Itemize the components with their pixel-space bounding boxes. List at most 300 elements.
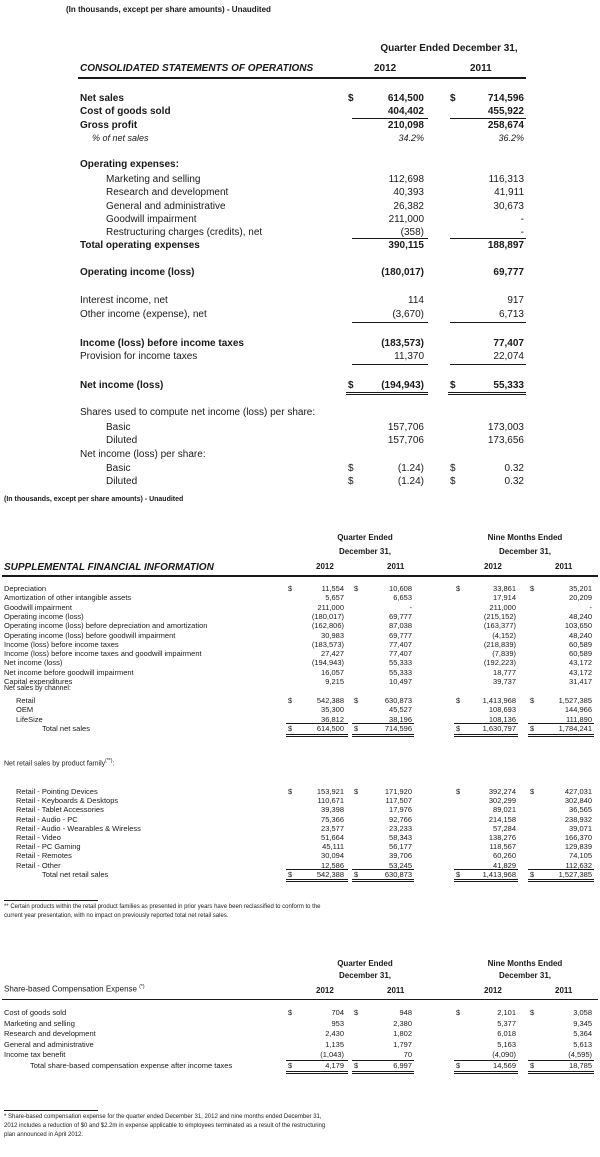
value-2011: 0.32 [504, 463, 524, 474]
value-nine-2012: 18,777 [493, 667, 516, 677]
value-nine-2011: 238,932 [564, 814, 592, 824]
currency-sign: $ [348, 380, 354, 391]
value-nine-2011: 39,071 [569, 823, 592, 833]
row-label: Total net sales [42, 724, 90, 734]
value-quarter-2011: 23,233 [389, 823, 412, 833]
value-nine-2012: 33,861 [493, 584, 516, 593]
value-nine-2011: 74,105 [569, 851, 592, 861]
value-2011: 116,313 [488, 174, 524, 185]
value-quarter-2012: 614,500 [316, 724, 344, 734]
value-nine-2012: 138,276 [488, 833, 516, 842]
subtotal-rule [352, 723, 414, 724]
value-quarter-2012: 12,586 [321, 860, 344, 870]
sbc-footnote-line-2: 2012 includes a reduction of $0 and $2.2m in expense applicable to employees terminated as a result of the restructuring [4, 1123, 326, 1129]
value-nine-2012: (163,377) [483, 621, 516, 631]
sbc-nine-months-header-2: December 31, [498, 971, 552, 980]
currency-sign: $ [456, 724, 461, 734]
currency-sign: $ [354, 724, 359, 734]
value-nine-2012: (7,839) [492, 649, 516, 659]
row-label: Retail - Other [16, 860, 61, 870]
value-quarter-2011: 69,777 [389, 630, 412, 640]
value-2011: 30,673 [493, 201, 524, 212]
value-quarter-2012: 30,094 [321, 851, 344, 861]
value-2012: 210,098 [387, 120, 424, 131]
value-nine-2012: 1,413,968 [482, 696, 516, 705]
sbc-quarter-header-2: December 31, [338, 971, 392, 980]
value-quarter-2011: 53,245 [389, 860, 412, 870]
row-label: LifeSize [16, 714, 43, 724]
subtotal-rule [352, 322, 428, 323]
value-quarter-2012: 9,215 [325, 677, 344, 686]
row-label: Retail - Tablet Accessories [16, 805, 104, 815]
value-2011: 41,911 [494, 187, 524, 198]
value-2011: 917 [507, 295, 524, 306]
total-rule [528, 879, 594, 882]
value-nine-2012: 5,377 [497, 1018, 516, 1028]
value-nine-2012: 5,163 [497, 1039, 516, 1049]
row-label: Cost of goods sold [4, 1008, 67, 1017]
row-label: Capital expenditures [4, 677, 73, 686]
value-2011: 22,074 [493, 351, 524, 362]
value-2011: 0.32 [504, 476, 524, 487]
row-label: Net income (loss) per share: [80, 449, 206, 460]
row-label: Retail - Video [16, 833, 61, 842]
sbc-col-n-2012: 2012 [484, 986, 502, 995]
value-nine-2011: 1,527,385 [558, 869, 592, 879]
currency-sign: $ [530, 1008, 535, 1017]
value-2012: (194,943) [381, 380, 424, 391]
row-label: General and administrative [106, 201, 226, 212]
currency-sign: $ [288, 584, 293, 593]
value-2011: 36.2% [498, 133, 524, 143]
sbc-footnote-rule [4, 1110, 98, 1111]
row-label: Operating expenses: [80, 159, 179, 170]
value-nine-2011: 5,613 [573, 1039, 592, 1049]
currency-sign: $ [288, 696, 293, 705]
value-nine-2011: 36,565 [569, 805, 592, 815]
value-2011: 69,777 [493, 267, 524, 278]
value-2011: 77,407 [493, 338, 524, 349]
currency-sign: $ [530, 584, 535, 593]
value-nine-2011: 5,364 [573, 1029, 592, 1039]
currency-sign: $ [450, 476, 456, 487]
currency-sign: $ [530, 787, 535, 796]
subtotal-rule [450, 364, 526, 365]
value-nine-2012: (218,839) [483, 639, 516, 649]
value-quarter-2011: 69,777 [389, 611, 412, 621]
row-label: Operating income (loss) before goodwill impairment [4, 630, 176, 640]
value-nine-2011: 48,240 [569, 611, 592, 621]
row-label: Cost of goods sold [80, 106, 171, 117]
row-label: Income (loss) before income taxes [80, 338, 244, 349]
value-2011: 173,656 [487, 435, 524, 446]
header-rule [78, 77, 526, 79]
value-2011: - [520, 227, 524, 238]
currency-sign: $ [456, 1061, 461, 1070]
value-2012: (180,017) [381, 267, 424, 278]
row-label: Depreciation [4, 584, 47, 593]
row-label: OEM [16, 705, 34, 715]
subtotal-rule [352, 869, 414, 870]
total-rule [352, 879, 414, 882]
value-nine-2012: 41,829 [493, 860, 516, 870]
value-nine-2012: 39,737 [493, 677, 516, 686]
currency-sign: $ [348, 93, 354, 104]
value-quarter-2012: 5,657 [325, 593, 344, 603]
value-quarter-2012: 2,430 [325, 1029, 344, 1039]
units-note: (In thousands, except per share amounts) - Unaudited [66, 5, 271, 14]
value-quarter-2012: 16,057 [321, 667, 344, 677]
row-label: Diluted [106, 476, 138, 487]
row-label: Operating income (loss) before depreciation and amortization [4, 621, 208, 631]
value-2012: 34.2% [398, 133, 424, 143]
subtotal-rule [352, 364, 428, 365]
row-label: Net income (loss) [4, 658, 63, 668]
value-quarter-2011: 2,380 [393, 1018, 412, 1028]
row-label: Research and development [4, 1029, 96, 1039]
sbc-header-rule [2, 999, 598, 1000]
value-2011: 173,003 [487, 422, 524, 433]
total-rule [528, 1071, 594, 1074]
value-2012: 26,382 [393, 201, 424, 212]
value-nine-2011: 9,345 [573, 1018, 592, 1028]
value-quarter-2011: 6,653 [393, 593, 412, 603]
value-quarter-2011: 117,507 [385, 796, 412, 806]
value-2011: 455,922 [487, 106, 524, 117]
subtotal-rule [352, 238, 428, 239]
value-nine-2011: (4,595) [568, 1050, 592, 1060]
value-quarter-2011: 10,497 [389, 677, 412, 686]
currency-sign: $ [288, 1008, 293, 1017]
value-quarter-2011: 58,343 [389, 833, 412, 842]
value-2012: 614,500 [387, 93, 424, 104]
subtotal-rule [352, 1060, 414, 1061]
row-label: Retail - Remotes [16, 851, 72, 861]
value-quarter-2011: 55,333 [389, 658, 412, 668]
value-nine-2012: 2,101 [497, 1008, 516, 1017]
value-quarter-2012: 51,664 [321, 833, 344, 842]
subtotal-rule [454, 869, 518, 870]
total-rule [454, 879, 518, 882]
value-nine-2012: 214,158 [488, 814, 516, 824]
value-nine-2011: 18,785 [569, 1061, 592, 1070]
value-quarter-2012: 153,921 [316, 787, 344, 796]
value-quarter-2012: 4,179 [325, 1061, 344, 1070]
row-label: Provision for income taxes [80, 351, 198, 362]
value-nine-2011: 103,650 [564, 621, 592, 631]
value-2012: 157,706 [387, 422, 424, 433]
subtotal-rule [528, 723, 594, 724]
value-nine-2011: 48,240 [569, 630, 592, 640]
row-label: Basic [106, 463, 131, 474]
value-nine-2012: 17,914 [493, 593, 516, 603]
value-nine-2012: (192,223) [483, 658, 516, 668]
sbc-nine-months-header-1: Nine Months Ended [487, 959, 563, 968]
row-label: Total operating expenses [80, 240, 200, 251]
value-nine-2011: 3,058 [573, 1008, 592, 1017]
value-2012: (358) [400, 227, 424, 238]
value-quarter-2011: 70 [403, 1050, 412, 1060]
value-nine-2011: 144,966 [564, 705, 592, 715]
value-quarter-2012: 35,300 [321, 705, 344, 715]
value-2011: 55,333 [493, 380, 524, 391]
value-quarter-2012: (162,806) [311, 621, 344, 631]
value-nine-2011: 60,589 [569, 649, 592, 659]
supplemental-header-rule [2, 575, 598, 577]
value-2012: (1.24) [397, 463, 424, 474]
value-nine-2011: 20,209 [569, 593, 592, 603]
currency-sign: $ [456, 869, 461, 879]
value-nine-2012: 211,000 [489, 602, 516, 612]
value-nine-2011: 427,031 [564, 787, 592, 796]
value-quarter-2011: 45,527 [389, 705, 412, 715]
row-label: % of net sales [92, 133, 149, 143]
value-quarter-2011: 10,608 [389, 584, 412, 593]
nine-months-header-1: Nine Months Ended [487, 533, 563, 542]
value-quarter-2012: 39,398 [321, 805, 344, 815]
value-quarter-2012: (1,043) [320, 1050, 344, 1060]
value-nine-2012: (4,152) [492, 630, 516, 640]
quarter-ended-header-1: Quarter Ended [337, 533, 393, 542]
footnote-rule [4, 900, 98, 901]
channel-title: Net sales by channel: [4, 685, 71, 692]
subtotal-rule [450, 322, 526, 323]
subtotal-rule [450, 238, 526, 239]
value-nine-2012: 6,018 [497, 1029, 516, 1039]
currency-sign: $ [288, 1061, 293, 1070]
currency-sign: $ [450, 380, 456, 391]
value-quarter-2011: 56,177 [389, 842, 412, 852]
value-2011: 6,713 [498, 309, 524, 320]
value-quarter-2012: 542,388 [316, 696, 344, 705]
value-2012: 40,393 [393, 187, 424, 198]
row-label: Interest income, net [80, 295, 168, 306]
sbc-footnote-line-3: plan announced in April 2012. [4, 1132, 84, 1138]
column-header-2012: 2012 [374, 63, 397, 74]
total-rule [454, 1071, 518, 1074]
value-nine-2011: 129,839 [564, 842, 592, 852]
value-quarter-2011: 55,333 [389, 667, 412, 677]
value-nine-2011: 43,172 [569, 658, 592, 668]
value-nine-2011: 43,172 [569, 667, 592, 677]
value-quarter-2012: 36,812 [321, 714, 344, 724]
family-footnote-mark: (**) [105, 758, 113, 764]
row-label: General and administrative [4, 1039, 94, 1049]
value-nine-2011: 112,632 [565, 860, 592, 870]
value-quarter-2012: 30,983 [321, 630, 344, 640]
row-label: Income (loss) before income taxes [4, 639, 119, 649]
sbc-quarter-header-1: Quarter Ended [337, 959, 393, 968]
value-nine-2011: 1,784,241 [558, 724, 592, 734]
value-2012: (3,670) [392, 309, 424, 320]
value-nine-2012: 60,260 [493, 851, 516, 861]
row-label: Total share-based compensation expense after income taxes [30, 1061, 233, 1070]
row-label: Retail - Pointing Devices [16, 787, 98, 796]
row-label: Operating income (loss) [4, 611, 84, 621]
value-2012: 112,698 [388, 174, 424, 185]
row-label: Goodwill impairment [106, 214, 197, 225]
row-label: Retail - Keyboards & Desktops [16, 796, 119, 806]
currency-sign: $ [288, 724, 293, 734]
quarter-ended-header: Quarter Ended December 31, [380, 43, 518, 54]
row-label: Amortization of other intangible assets [4, 593, 132, 603]
subtotal-rule [454, 1060, 518, 1061]
value-2012: 211,000 [388, 214, 424, 225]
subtotal-rule [528, 1060, 594, 1061]
value-quarter-2012: 27,427 [321, 649, 344, 659]
value-2011: 188,897 [487, 240, 524, 251]
currency-sign: $ [354, 696, 359, 705]
currency-sign: $ [354, 869, 359, 879]
value-quarter-2012: 75,366 [321, 814, 344, 824]
currency-sign: $ [530, 869, 535, 879]
row-label: Income tax benefit [4, 1050, 66, 1060]
row-label: Shares used to compute net income (loss) per share: [80, 407, 316, 418]
value-quarter-2011: 38,196 [389, 714, 412, 724]
col-n-2011: 2011 [555, 562, 573, 571]
total-rule [352, 734, 414, 737]
currency-sign: $ [456, 696, 461, 705]
value-nine-2012: 302,299 [488, 796, 516, 806]
total-rule [346, 392, 428, 395]
row-label: Income (loss) before income taxes and goodwill impairment [4, 649, 202, 659]
value-nine-2012: 1,630,797 [482, 724, 516, 734]
value-quarter-2011: 77,407 [389, 649, 412, 659]
value-quarter-2011: 39,706 [389, 851, 412, 861]
total-rule [286, 734, 348, 737]
value-2012: 157,706 [387, 435, 424, 446]
total-rule [454, 734, 518, 737]
currency-sign: $ [530, 1061, 535, 1070]
sbc-footnote-mark: (*) [139, 984, 145, 990]
value-quarter-2012: 704 [331, 1008, 344, 1017]
col-q-2011: 2011 [387, 562, 405, 571]
row-label: Operating income (loss) [80, 267, 195, 278]
value-quarter-2012: 542,388 [316, 869, 344, 879]
row-label: Gross profit [80, 120, 138, 131]
total-rule [286, 879, 348, 882]
subtotal-rule [286, 1060, 348, 1061]
value-2012: 114 [408, 295, 424, 306]
value-nine-2012: 14,569 [493, 1061, 516, 1070]
nine-months-header-2: December 31, [498, 547, 552, 556]
value-quarter-2011: 948 [399, 1008, 412, 1017]
row-label: Retail - Audio - PC [16, 814, 78, 824]
value-quarter-2012: 211,000 [317, 602, 344, 612]
value-quarter-2011: 17,976 [389, 805, 412, 815]
currency-sign: $ [288, 787, 293, 796]
value-nine-2011: 111,890 [566, 714, 592, 724]
subtotal-rule [286, 869, 348, 870]
family-title: Net retail sales by product family(**): [4, 758, 115, 768]
sbc-footnote-line-1: * Share-based compensation expense for the quarter ended December 31, 2012 and nine months ended December 31, [4, 1114, 322, 1120]
currency-sign: $ [450, 463, 456, 474]
currency-sign: $ [530, 696, 535, 705]
currency-sign: $ [348, 463, 354, 474]
row-label: Goodwill impairment [4, 602, 72, 612]
total-rule [448, 392, 526, 395]
currency-sign: $ [450, 93, 456, 104]
row-label: Retail [16, 696, 36, 705]
row-label: Net income (loss) [80, 380, 164, 391]
value-2012: 404,402 [387, 106, 424, 117]
units-note-supplemental: (In thousands, except per share amounts) - Unaudited [4, 496, 184, 503]
value-quarter-2011: 630,873 [384, 869, 412, 879]
value-quarter-2011: 171,920 [384, 787, 412, 796]
value-nine-2011: - [589, 602, 592, 612]
value-nine-2011: 302,840 [564, 796, 592, 806]
value-quarter-2011: 1,797 [393, 1039, 412, 1049]
row-label: Other income (expense), net [80, 309, 207, 320]
value-quarter-2011: - [409, 602, 412, 612]
total-rule [352, 1071, 414, 1074]
value-quarter-2011: 92,766 [389, 814, 412, 824]
row-label: Restructuring charges (credits), net [106, 227, 263, 238]
row-label: Retail - Audio - Wearables & Wireless [16, 823, 141, 833]
currency-sign: $ [456, 787, 461, 796]
value-quarter-2011: 630,873 [384, 696, 412, 705]
value-quarter-2012: 11,554 [321, 584, 344, 593]
value-quarter-2011: 1,802 [393, 1029, 412, 1039]
currency-sign: $ [354, 584, 359, 593]
col-q-2012: 2012 [316, 562, 334, 571]
col-n-2012: 2012 [484, 562, 502, 571]
value-nine-2011: 1,527,385 [558, 696, 592, 705]
value-nine-2011: 166,370 [564, 833, 592, 842]
value-nine-2011: 31,417 [569, 677, 592, 686]
row-label: Total net retail sales [42, 869, 109, 879]
sbc-col-q-2011: 2011 [387, 986, 405, 995]
value-quarter-2011: 6,997 [393, 1061, 412, 1070]
value-2012: (183,573) [381, 338, 424, 349]
value-quarter-2012: 953 [331, 1018, 344, 1028]
value-2011: 714,596 [487, 93, 524, 104]
row-label: Marketing and selling [4, 1018, 75, 1028]
row-label: Diluted [106, 435, 138, 446]
value-nine-2012: 108,136 [488, 714, 516, 724]
family-footnote-line-1: ** Certain products within the retail product families as presented in prior years have been reclassified to conform to the [4, 904, 321, 910]
currency-sign: $ [456, 1008, 461, 1017]
subtotal-rule [454, 723, 518, 724]
value-quarter-2011: 77,407 [389, 639, 412, 649]
family-footnote-line-2: current year presentation, with no impact on previously reported total net retail sales. [4, 913, 229, 919]
sbc-col-q-2012: 2012 [316, 986, 334, 995]
subtotal-rule [352, 118, 428, 119]
subtotal-rule [450, 118, 526, 119]
value-nine-2012: 392,274 [488, 787, 516, 796]
value-nine-2012: (215,152) [483, 611, 516, 621]
sbc-col-n-2011: 2011 [555, 986, 573, 995]
column-header-2011: 2011 [470, 63, 492, 74]
currency-sign: $ [354, 1008, 359, 1017]
value-2011: - [520, 214, 524, 225]
value-2012: 390,115 [388, 240, 424, 251]
currency-sign: $ [530, 724, 535, 734]
row-label: Research and development [106, 187, 229, 198]
value-nine-2012: (4,090) [492, 1050, 516, 1060]
currency-sign: $ [348, 476, 354, 487]
value-quarter-2012: (194,943) [311, 658, 344, 668]
subtotal-rule [528, 869, 594, 870]
supplemental-title: SUPPLEMENTAL FINANCIAL INFORMATION [4, 562, 214, 573]
value-quarter-2012: 23,577 [321, 823, 344, 833]
value-nine-2011: 35,201 [569, 584, 592, 593]
subtotal-rule [286, 723, 348, 724]
total-rule [528, 734, 594, 737]
statement-title: CONSOLIDATED STATEMENTS OF OPERATIONS [80, 63, 314, 74]
currency-sign: $ [354, 1061, 359, 1070]
value-quarter-2011: 714,596 [384, 724, 412, 734]
